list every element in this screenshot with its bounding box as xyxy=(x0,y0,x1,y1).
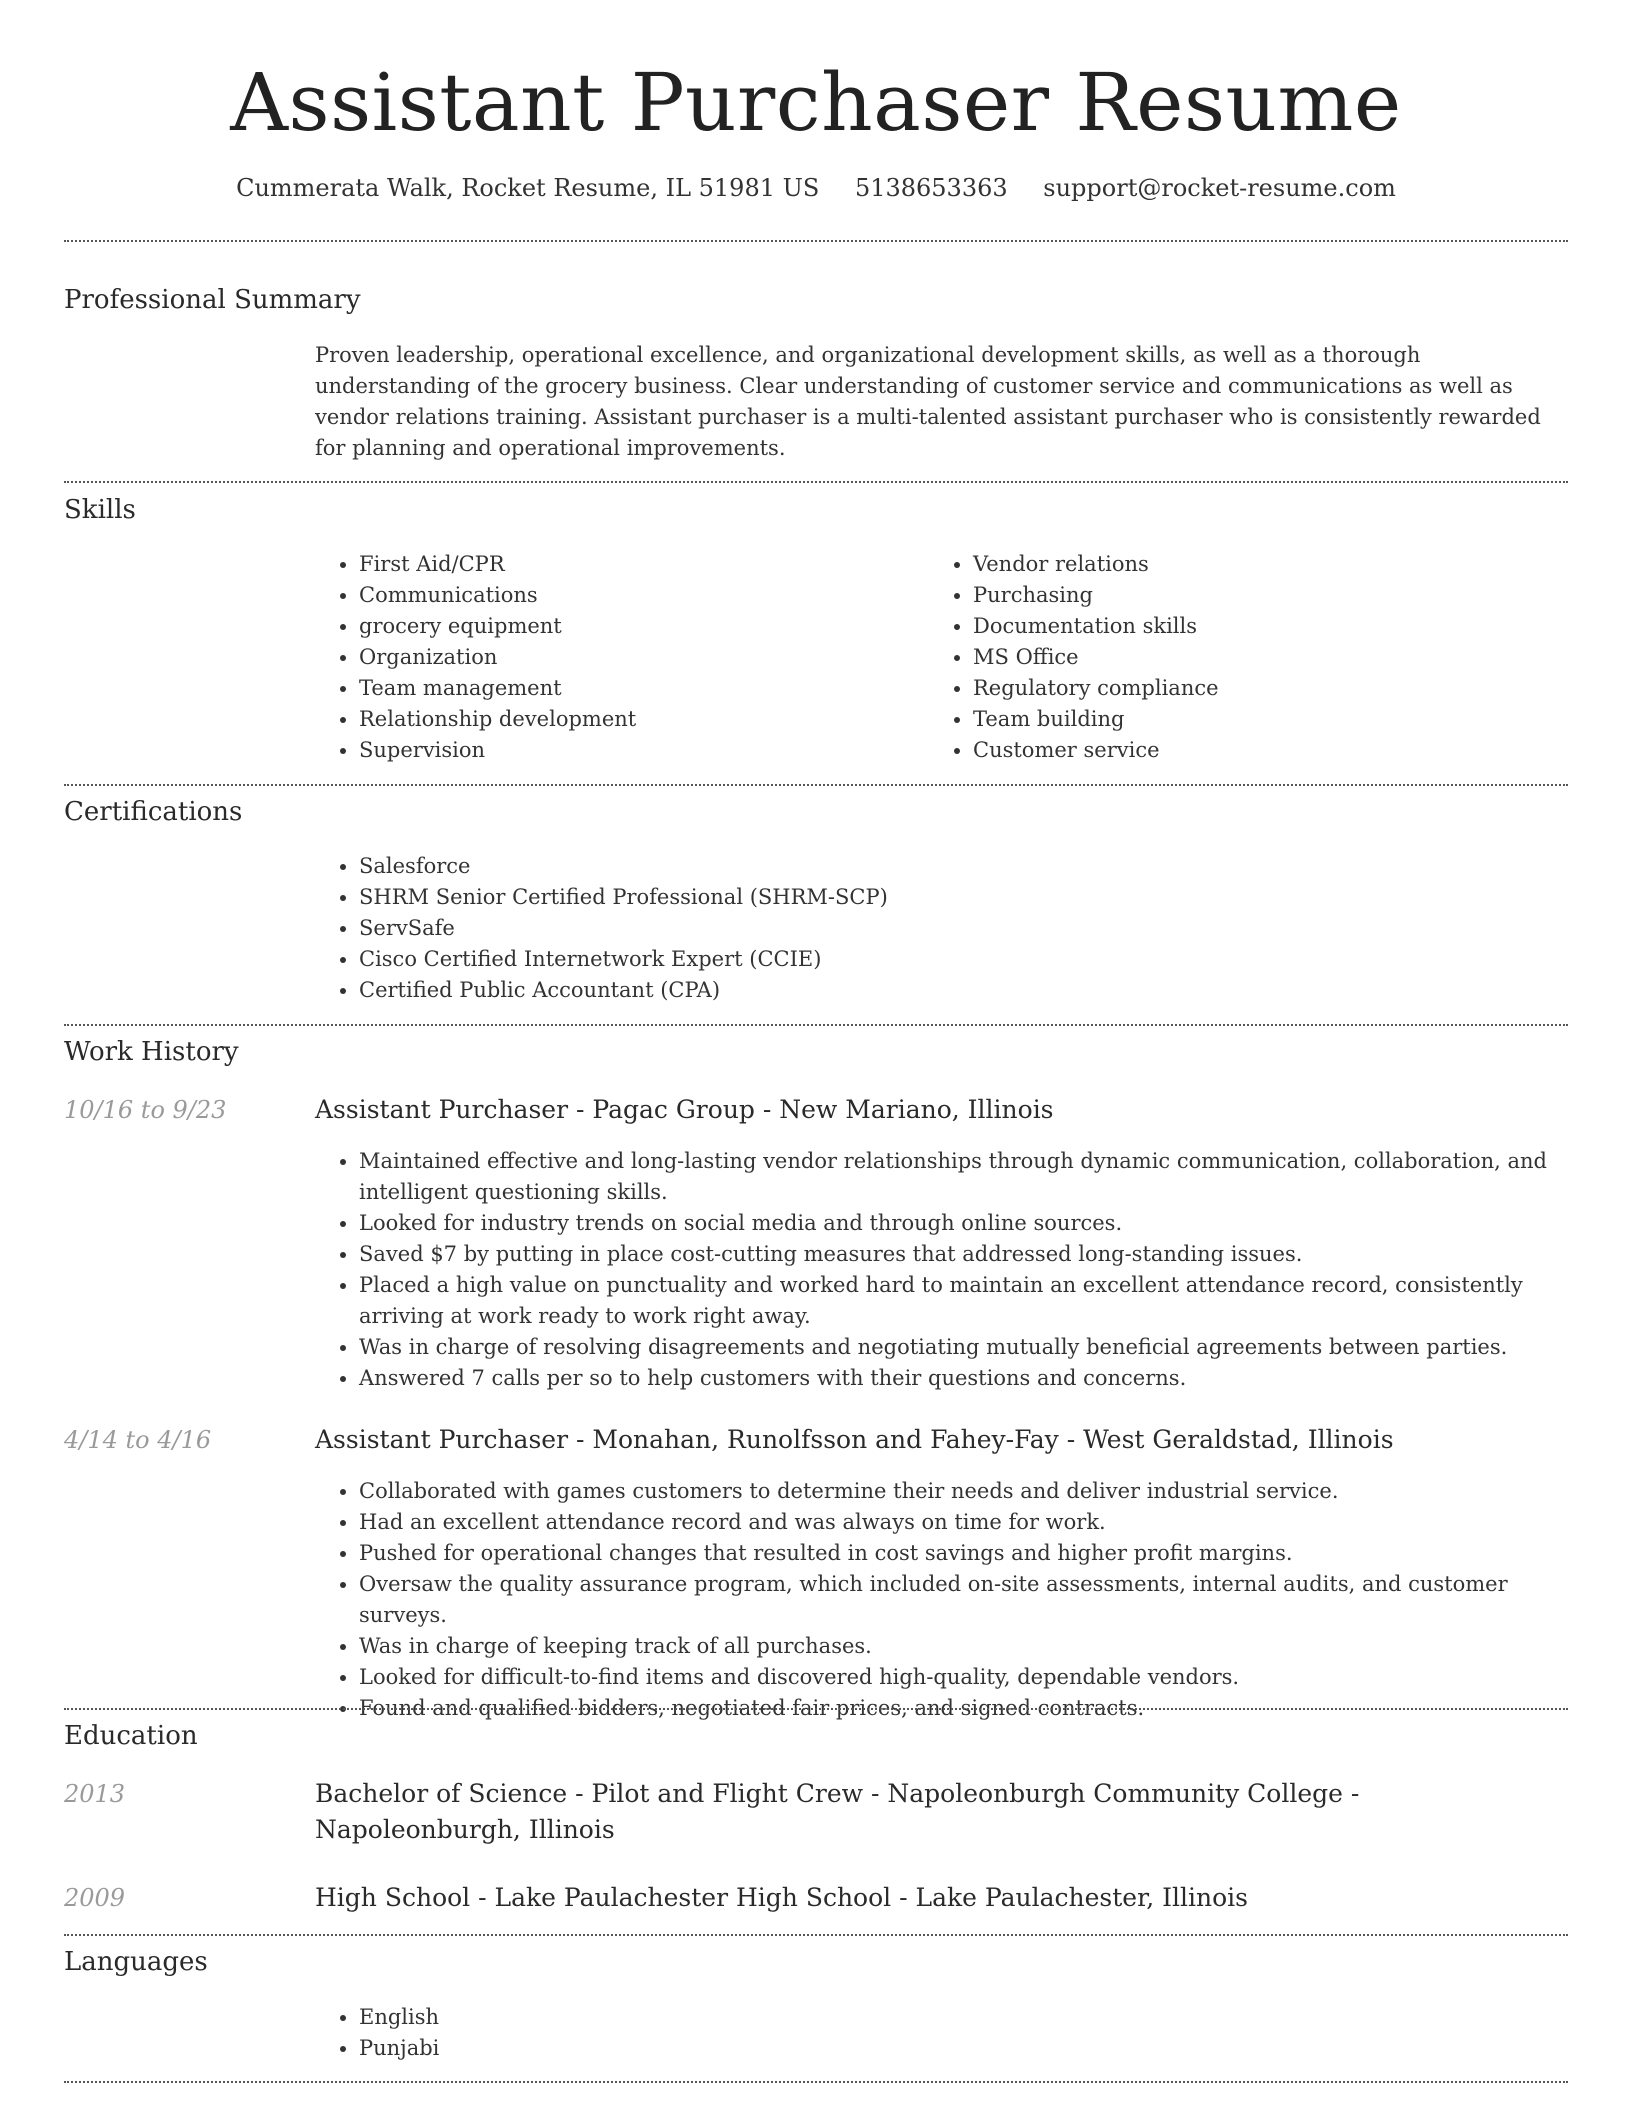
job-dates: 10/16 to 9/23 xyxy=(64,1096,227,1124)
divider xyxy=(64,1708,1568,1710)
resume-title: Assistant Purchaser Resume xyxy=(230,56,1402,149)
skill-item: • Regulatory compliance xyxy=(973,673,1533,704)
language-item: • Punjabi xyxy=(359,2033,1599,2064)
certifications-list xyxy=(315,851,1599,1006)
job-bullet: • Oversaw the quality assurance program, which included on-site assessments, internal audits, and customer surveys. xyxy=(359,1569,1599,1631)
section-heading-skills: Skills xyxy=(64,495,136,525)
language-item: • English xyxy=(359,2002,1599,2033)
skill-item: • First Aid/CPR xyxy=(359,549,919,580)
skills-list-left xyxy=(315,549,919,766)
certification-item: • Cisco Certified Internetwork Expert (CCIE) xyxy=(359,944,1599,975)
job-bullet: • Was in charge of resolving disagreements and negotiating mutually beneficial agreements between parties. xyxy=(359,1332,1599,1363)
job-title: Assistant Purchaser - Monahan, Runolfsson and Fahey-Fay - West Geraldstad, Illinois xyxy=(315,1425,1394,1454)
languages-list xyxy=(315,2002,1599,2064)
job-bullets xyxy=(315,1476,1599,1724)
job-title: Assistant Purchaser - Pagac Group - New Mariano, Illinois xyxy=(315,1095,1054,1124)
skill-item: • Organization xyxy=(359,642,919,673)
contact-email: support@rocket-resume.com xyxy=(1043,174,1396,202)
summary-text: Proven leadership, operational excellence, and organizational development skills, as well as a thorough understanding of the grocery business. Clear understanding of customer service and communications as well as vendor relations training. Assistant purchaser is a multi-talented assistant purchaser who is consistently rewarded for planning and operational improvements. xyxy=(315,343,1541,460)
section-heading-education: Education xyxy=(64,1721,198,1751)
section-heading-summary: Professional Summary xyxy=(64,285,361,315)
certification-item: • ServSafe xyxy=(359,913,1599,944)
section-heading-languages: Languages xyxy=(64,1947,208,1977)
divider xyxy=(64,1024,1568,1026)
skill-item: • Communications xyxy=(359,580,919,611)
contact-phone: 5138653363 xyxy=(854,174,1008,202)
certification-item: • SHRM Senior Certified Professional (SHRM-SCP) xyxy=(359,882,1599,913)
divider xyxy=(64,481,1568,483)
job-bullet: • Maintained effective and long-lasting vendor relationships through dynamic communication, collaboration, and intelligent questioning skills. xyxy=(359,1146,1599,1208)
job-bullet: • Saved $7 by putting in place cost-cutting measures that addressed long-standing issues. xyxy=(359,1239,1599,1270)
certification-item: • Certified Public Accountant (CPA) xyxy=(359,975,1599,1006)
skill-item: • Team building xyxy=(973,704,1533,735)
education-entry: High School - Lake Paulachester High School - Lake Paulachester, Illinois xyxy=(315,1883,1249,1912)
job-bullet: • Answered 7 calls per so to help customers with their questions and concerns. xyxy=(359,1363,1599,1394)
job-bullet: • Looked for industry trends on social media and through online sources. xyxy=(359,1208,1599,1239)
skill-item: • Supervision xyxy=(359,735,919,766)
job-bullet: • Pushed for operational changes that resulted in cost savings and higher profit margins. xyxy=(359,1538,1599,1569)
skill-item: • Documentation skills xyxy=(973,611,1533,642)
contact-line xyxy=(0,168,1632,208)
job-bullets xyxy=(315,1146,1599,1394)
education-year: 2013 xyxy=(64,1780,126,1808)
skill-item: • Vendor relations xyxy=(973,549,1533,580)
divider xyxy=(64,240,1568,242)
education-year: 2009 xyxy=(64,1884,126,1912)
job-bullet: • Collaborated with games customers to determine their needs and deliver industrial service. xyxy=(359,1476,1599,1507)
skill-item: • grocery equipment xyxy=(359,611,919,642)
skill-item: • Purchasing xyxy=(973,580,1533,611)
section-heading-certifications: Certifications xyxy=(64,797,243,827)
job-dates: 4/14 to 4/16 xyxy=(64,1426,212,1454)
section-heading-work-history: Work History xyxy=(64,1037,239,1067)
skill-item: • MS Office xyxy=(973,642,1533,673)
job-bullet: • Was in charge of keeping track of all purchases. xyxy=(359,1631,1599,1662)
skill-item: • Team management xyxy=(359,673,919,704)
divider xyxy=(64,2081,1568,2083)
divider xyxy=(64,784,1568,786)
job-bullet: • Looked for difficult-to-find items and discovered high-quality, dependable vendors. xyxy=(359,1662,1599,1693)
job-bullet: • Had an excellent attendance record and was always on time for work. xyxy=(359,1507,1599,1538)
certification-item: • Salesforce xyxy=(359,851,1599,882)
education-entry: Bachelor of Science - Pilot and Flight Crew - Napoleonburgh Community College - Napoleonburgh, Illinois xyxy=(315,1779,1360,1844)
skill-item: • Customer service xyxy=(973,735,1533,766)
skills-list-right xyxy=(929,549,1533,766)
job-bullet: • Placed a high value on punctuality and worked hard to maintain an excellent attendance record, consistently arriving at work ready to work right away. xyxy=(359,1270,1599,1332)
divider xyxy=(64,1934,1568,1936)
job-bullet: • Found and qualified bidders, negotiated fair prices, and signed contracts. xyxy=(359,1693,1599,1724)
skill-item: • Relationship development xyxy=(359,704,919,735)
contact-address: Cummerata Walk, Rocket Resume, IL 51981 US xyxy=(236,174,820,202)
